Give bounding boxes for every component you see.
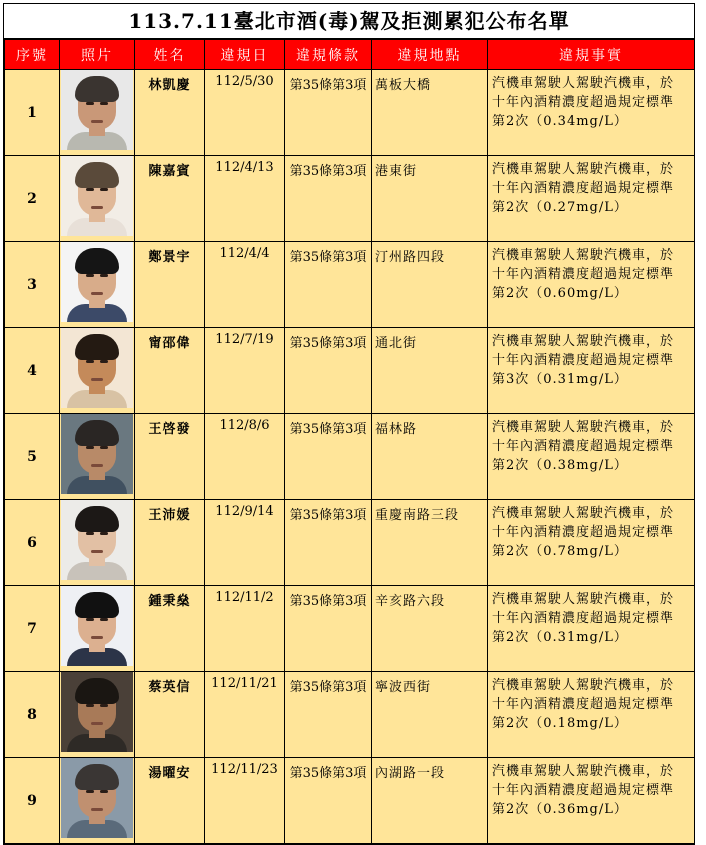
photo-cell	[60, 328, 135, 414]
photo-cell	[60, 586, 135, 672]
violation-date: 112/9/14	[205, 500, 285, 586]
violation-clause: 第35條第3項	[285, 586, 372, 672]
fact-line-3: 第2次（0.38mg/L）	[492, 458, 628, 473]
violation-date: 112/11/23	[205, 758, 285, 844]
photo-cell	[60, 70, 135, 156]
photo-cell	[60, 500, 135, 586]
row-number: 6	[5, 500, 60, 586]
row-number: 8	[5, 672, 60, 758]
mugshot-photo	[61, 586, 133, 666]
photo-cell	[60, 242, 135, 328]
photo-cell	[60, 758, 135, 844]
violation-fact	[488, 70, 695, 156]
violation-fact	[488, 758, 695, 844]
mugshot-photo	[61, 672, 133, 752]
page-title: 113.7.11臺北市酒(毒)駕及拒測累犯公布名單	[4, 4, 694, 39]
fact-line-1: 汽機車駕駛人駕駛汽機車，於	[492, 76, 675, 91]
violation-clause: 第35條第3項	[285, 500, 372, 586]
fact-line-2: 十年內酒精濃度超過規定標準	[492, 525, 675, 540]
fact-line-1: 汽機車駕駛人駕駛汽機車，於	[492, 764, 675, 779]
offender-name: 鄭景宇	[135, 242, 205, 328]
table-row	[5, 242, 695, 328]
mugshot-photo	[61, 156, 133, 236]
mugshot-photo	[61, 500, 133, 580]
violation-location: 港東街	[372, 156, 488, 242]
mugshot-photo	[61, 242, 133, 322]
violation-date: 112/4/13	[205, 156, 285, 242]
offender-name: 林凱慶	[135, 70, 205, 156]
publication-sheet	[3, 3, 695, 845]
violation-fact	[488, 328, 695, 414]
offender-name: 王沛媛	[135, 500, 205, 586]
fact-line-3: 第2次（0.27mg/L）	[492, 200, 628, 215]
fact-line-1: 汽機車駕駛人駕駛汽機車，於	[492, 592, 675, 607]
violation-date: 112/8/6	[205, 414, 285, 500]
fact-line-1: 汽機車駕駛人駕駛汽機車，於	[492, 248, 675, 263]
offender-name: 鍾秉燊	[135, 586, 205, 672]
table-row	[5, 758, 695, 844]
fact-line-3: 第2次（0.60mg/L）	[492, 286, 628, 301]
fact-line-2: 十年內酒精濃度超過規定標準	[492, 611, 675, 626]
table-row	[5, 70, 695, 156]
violation-location: 辛亥路六段	[372, 586, 488, 672]
table-row	[5, 586, 695, 672]
violation-date: 112/4/4	[205, 242, 285, 328]
table-row	[5, 672, 695, 758]
fact-line-2: 十年內酒精濃度超過規定標準	[492, 439, 675, 454]
header-row	[5, 40, 695, 70]
fact-line-1: 汽機車駕駛人駕駛汽機車，於	[492, 162, 675, 177]
table-row	[5, 414, 695, 500]
violation-location: 汀州路四段	[372, 242, 488, 328]
violation-clause: 第35條第3項	[285, 70, 372, 156]
violation-clause: 第35條第3項	[285, 672, 372, 758]
violation-fact	[488, 156, 695, 242]
fact-line-1: 汽機車駕駛人駕駛汽機車，於	[492, 420, 675, 435]
mugshot-photo	[61, 414, 133, 494]
violation-clause: 第35條第3項	[285, 242, 372, 328]
offender-table	[4, 39, 695, 844]
violation-clause: 第35條第3項	[285, 328, 372, 414]
row-number: 5	[5, 414, 60, 500]
fact-line-3: 第3次（0.31mg/L）	[492, 372, 628, 387]
offender-name: 王啓發	[135, 414, 205, 500]
violation-clause: 第35條第3項	[285, 758, 372, 844]
violation-fact	[488, 242, 695, 328]
header-photo: 照片	[60, 40, 135, 70]
violation-date: 112/11/2	[205, 586, 285, 672]
fact-line-1: 汽機車駕駛人駕駛汽機車，於	[492, 334, 675, 349]
fact-line-2: 十年內酒精濃度超過規定標準	[492, 95, 675, 110]
violation-date: 112/7/19	[205, 328, 285, 414]
violation-location: 寧波西街	[372, 672, 488, 758]
violation-location: 內湖路一段	[372, 758, 488, 844]
violation-fact	[488, 672, 695, 758]
row-number: 3	[5, 242, 60, 328]
table-row	[5, 500, 695, 586]
header-date: 違規日	[205, 40, 285, 70]
row-number: 9	[5, 758, 60, 844]
violation-fact	[488, 500, 695, 586]
fact-line-2: 十年內酒精濃度超過規定標準	[492, 181, 675, 196]
table-row	[5, 328, 695, 414]
table-row	[5, 156, 695, 242]
photo-cell	[60, 156, 135, 242]
offender-name: 陳嘉賓	[135, 156, 205, 242]
photo-cell	[60, 414, 135, 500]
header-name: 姓名	[135, 40, 205, 70]
offender-name: 甯邵偉	[135, 328, 205, 414]
mugshot-photo	[61, 70, 133, 150]
fact-line-2: 十年內酒精濃度超過規定標準	[492, 783, 675, 798]
fact-line-2: 十年內酒精濃度超過規定標準	[492, 267, 675, 282]
row-number: 4	[5, 328, 60, 414]
header-law: 違規條款	[285, 40, 372, 70]
row-number: 2	[5, 156, 60, 242]
offender-name: 湯曜安	[135, 758, 205, 844]
row-number: 1	[5, 70, 60, 156]
header-seq: 序號	[5, 40, 60, 70]
header-fact: 違規事實	[488, 40, 695, 70]
fact-line-3: 第2次（0.78mg/L）	[492, 544, 628, 559]
violation-fact	[488, 414, 695, 500]
violation-date: 112/11/21	[205, 672, 285, 758]
fact-line-2: 十年內酒精濃度超過規定標準	[492, 697, 675, 712]
violation-fact	[488, 586, 695, 672]
violation-location: 福林路	[372, 414, 488, 500]
violation-location: 通北街	[372, 328, 488, 414]
violation-clause: 第35條第3項	[285, 156, 372, 242]
fact-line-3: 第2次（0.34mg/L）	[492, 114, 628, 129]
violation-date: 112/5/30	[205, 70, 285, 156]
violation-location: 萬板大橋	[372, 70, 488, 156]
fact-line-1: 汽機車駕駛人駕駛汽機車，於	[492, 506, 675, 521]
photo-cell	[60, 672, 135, 758]
fact-line-1: 汽機車駕駛人駕駛汽機車，於	[492, 678, 675, 693]
header-place: 違規地點	[372, 40, 488, 70]
row-number: 7	[5, 586, 60, 672]
fact-line-2: 十年內酒精濃度超過規定標準	[492, 353, 675, 368]
violation-clause: 第35條第3項	[285, 414, 372, 500]
fact-line-3: 第2次（0.18mg/L）	[492, 716, 628, 731]
fact-line-3: 第2次（0.31mg/L）	[492, 630, 628, 645]
violation-location: 重慶南路三段	[372, 500, 488, 586]
offender-name: 蔡英信	[135, 672, 205, 758]
mugshot-photo	[61, 758, 133, 838]
fact-line-3: 第2次（0.36mg/L）	[492, 802, 628, 817]
mugshot-photo	[61, 328, 133, 408]
